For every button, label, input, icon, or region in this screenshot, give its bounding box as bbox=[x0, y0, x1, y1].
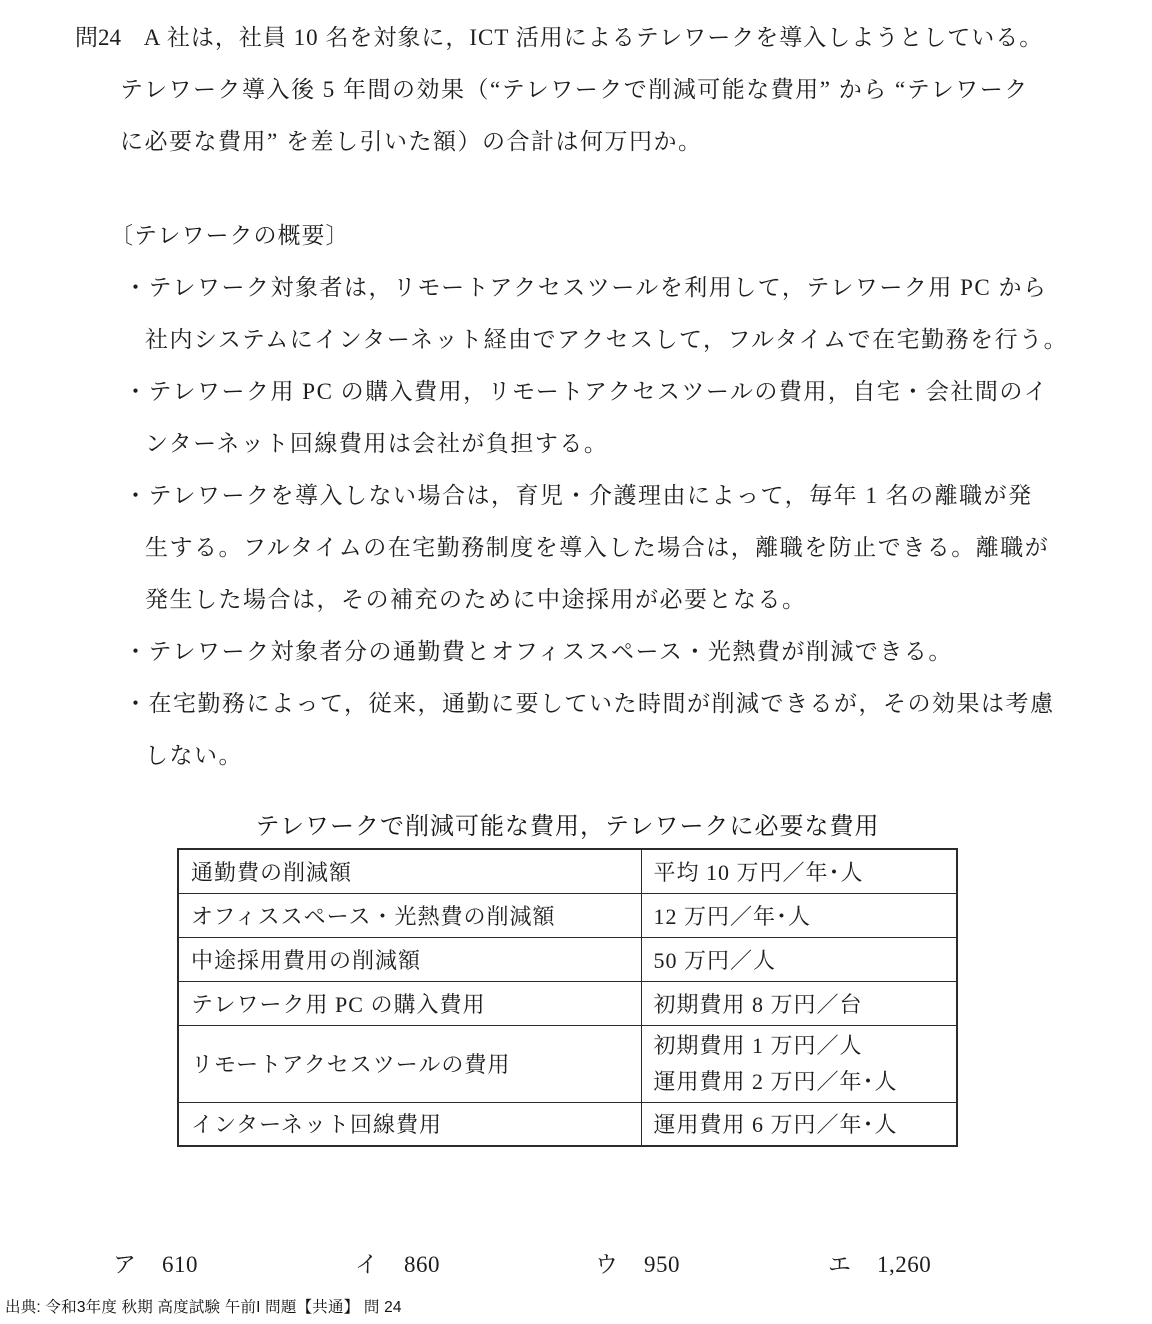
option-a bbox=[113, 1246, 198, 1279]
table-cell-item: テレワーク用 PC の購入費用 bbox=[178, 981, 641, 1025]
table-cell-item: リモートアクセスツールの費用 bbox=[178, 1025, 641, 1102]
option-e-value: 1,260 bbox=[877, 1252, 932, 1277]
option-u-value: 950 bbox=[644, 1252, 680, 1277]
table-row bbox=[178, 893, 957, 937]
bullet-4-line-1: ・テレワーク対象者分の通勤費とオフィススペース・光熱費が削減できる。 bbox=[124, 639, 953, 664]
answer-options bbox=[0, 1246, 1152, 1286]
bullet-5-line-2: しない。 bbox=[145, 743, 243, 768]
option-a-value: 610 bbox=[162, 1252, 198, 1277]
question-block bbox=[0, 12, 1120, 168]
table-cell-item: 通勤費の削減額 bbox=[178, 849, 641, 893]
question-text-line-2: テレワーク導入後 5 年間の効果（“テレワークで削減可能な費用” から “テレワーク bbox=[120, 77, 1029, 102]
bullet-1-line-1: ・テレワーク対象者は，リモートアクセスツールを利用して，テレワーク用 PC から bbox=[124, 275, 1048, 300]
table-cell-value: 運用費用 6 万円／年･人 bbox=[641, 1102, 957, 1146]
option-e-label: エ bbox=[828, 1252, 851, 1277]
table-cell-item: オフィススペース・光熱費の削減額 bbox=[178, 893, 641, 937]
value-line-2: 運用費用 2 万円／年･人 bbox=[653, 1068, 898, 1094]
bullet-3-line-3: 発生した場合は，その補充のために中途採用が必要となる。 bbox=[145, 587, 807, 612]
source-citation: 出典: 令和3年度 秋期 高度試験 午前I 問題【共通】 問 24 bbox=[5, 1299, 402, 1316]
cost-table bbox=[177, 848, 958, 1147]
bullet-2-line-2: ンターネット回線費用は会社が負担する。 bbox=[145, 431, 609, 456]
table-row bbox=[178, 1102, 957, 1146]
table-row bbox=[178, 1025, 957, 1102]
question-text-line-3: に必要な費用” を差し引いた額）の合計は何万円か。 bbox=[120, 129, 703, 154]
question-first-line bbox=[0, 12, 1120, 64]
option-e bbox=[828, 1246, 931, 1279]
table-cell-value: 50 万円／人 bbox=[641, 937, 957, 981]
table-cell-value: 12 万円／年･人 bbox=[641, 893, 957, 937]
option-i-label: イ bbox=[355, 1252, 378, 1277]
table-cell-value: 平均 10 万円／年･人 bbox=[641, 849, 957, 893]
table-cell-value bbox=[641, 1025, 957, 1102]
bullet-3-line-2: 生する。フルタイムの在宅勤務制度を導入した場合は，離職を防止できる。離職が bbox=[145, 535, 1050, 560]
cost-table-title: テレワークで削減可能な費用，テレワークに必要な費用 bbox=[255, 813, 880, 840]
table-row bbox=[178, 849, 957, 893]
cost-table-section bbox=[177, 806, 958, 1147]
table-row bbox=[178, 937, 957, 981]
option-u bbox=[595, 1246, 680, 1279]
table-cell-value: 初期費用 8 万円／台 bbox=[641, 981, 957, 1025]
value-line-1: 初期費用 1 万円／人 bbox=[653, 1032, 863, 1058]
option-i bbox=[355, 1246, 440, 1279]
table-cell-item: インターネット回線費用 bbox=[178, 1102, 641, 1146]
bullet-1-line-2: 社内システムにインターネット経由でアクセスして，フルタイムで在宅勤務を行う。 bbox=[145, 327, 1069, 352]
option-a-label: ア bbox=[113, 1252, 136, 1277]
question-number: 問24 bbox=[75, 25, 121, 50]
table-row bbox=[178, 981, 957, 1025]
bullet-2-line-1: ・テレワーク用 PC の購入費用，リモートアクセスツールの費用，自宅・会社間のイ bbox=[124, 379, 1049, 404]
telework-overview-section bbox=[0, 210, 1130, 782]
bullet-3-line-1: ・テレワークを導入しない場合は，育児・介護理由によって，毎年 1 名の離職が発 bbox=[124, 483, 1033, 508]
option-u-label: ウ bbox=[595, 1252, 618, 1277]
option-i-value: 860 bbox=[404, 1252, 440, 1277]
bullet-5-line-1: ・在宅勤務によって，従来，通勤に要していた時間が削減できるが，その効果は考慮 bbox=[124, 691, 1055, 716]
table-cell-item: 中途採用費用の削減額 bbox=[178, 937, 641, 981]
question-text-line-1: A 社は，社員 10 名を対象に，ICT 活用によるテレワークを導入しようとしている。 bbox=[143, 25, 1044, 50]
overview-heading: 〔テレワークの概要〕 bbox=[110, 223, 350, 248]
